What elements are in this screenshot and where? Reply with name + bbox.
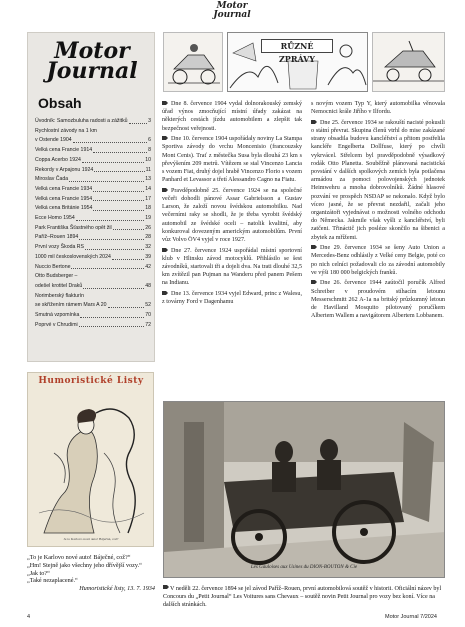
news-paragraph-text: Dne 10. července 1904 uspořádaly noviny La Stampa Sportiva závody do vrchu Moncenisio (francouzsky Mont Cenis). Trať z městečka Susa byla dlouhá 23 km s převýšením 209 metrů. Vítězem se stal Vincenzo Lancia s vozem Fiat, druhý dojel hrabě Vincenzo Florio s vozem Panhard et Levassor a třetí Alessandro Cagno na Fiatu. bbox=[162, 136, 302, 184]
toc-item-page: 42 bbox=[145, 263, 151, 270]
toc-item-page: 10 bbox=[145, 156, 151, 163]
bullet-icon bbox=[162, 247, 169, 253]
toc-leader bbox=[82, 156, 144, 163]
page-number: 4 bbox=[27, 614, 31, 620]
table-of-contents bbox=[27, 32, 155, 362]
toc-item-title: Otto Budsberger – bbox=[35, 273, 78, 280]
toc-item bbox=[35, 224, 151, 234]
toc-logo bbox=[34, 38, 150, 84]
toc-item bbox=[35, 166, 151, 176]
news-paragraph-text: Dne 26. července 1944 zaútočil poručík Alfred Schreiber v proudovém stíhacím letounu Messerschmitt 262 A-1a na britský průzkumný letoun de Havilland Mosquito pilotovaný poručíkem Albertem Wallem a navigátorem Albertem Lobbanem. bbox=[311, 280, 445, 320]
toc-leader bbox=[69, 175, 144, 182]
toc-item-page: 6 bbox=[148, 137, 151, 144]
quote-line: „Hm! Stejně jako všechny jeho dřívější vozy.“ bbox=[27, 561, 142, 569]
toc-item bbox=[35, 272, 151, 282]
news-paragraph-text: Dne 13. července 1934 vyjel Edward, princ z Walesu, z továrny Ford v Dagenhamu bbox=[162, 291, 302, 306]
sketch-image-left bbox=[163, 32, 223, 92]
vintage-car-photo bbox=[164, 402, 445, 578]
toc-leader bbox=[73, 136, 147, 143]
toc-item-title: První vozy Škoda RS bbox=[35, 244, 85, 251]
toc-leader bbox=[94, 166, 144, 173]
toc-item-title: se skřížením rámem Mars A 20 bbox=[35, 302, 107, 309]
news-paragraph-text: Dne 25. července 1934 se rakouští nacisté pokusili o státní převrat. Skupina členů vtrhl do mise zakázané strany obsadila budovu kancléřství a přitom postřelila kancléře Engelberta Dollfuse, který po chvíli vykrvácel. Střelcem byl pravděpodobně výsadkový rodák Otto Planetta. Souběžně plánovaná nacistická povstání v dalších spolkových zemích byla potlačena armádou za pomoci polovojenských jednotek Heimwehru a mnoha dobrovolníků. Žádné hlasové pozvání ve prospěch NSDAP se nekonalo. Když bylo víceo jasné, že se převrat nezdařil, začali jeho organizátoři vyjednávat o možnosti volného odchodu do Německa. Jakmile však vyšli z kancléřství, byli zatčeni. Třináctič jich posléze skončilo na šibenici a zbytek za mřížemi. bbox=[311, 119, 445, 241]
toc-item bbox=[35, 146, 151, 156]
toc-item bbox=[35, 204, 151, 214]
toc-leader bbox=[112, 253, 144, 260]
toc-item-page: 11 bbox=[145, 166, 151, 173]
header-logo bbox=[202, 2, 262, 22]
news-column-middle bbox=[162, 100, 302, 309]
quote-line: „Také nezaplacené.“ bbox=[27, 577, 78, 585]
toc-leader bbox=[80, 311, 144, 318]
historic-photo bbox=[163, 401, 445, 578]
toc-item-page: 48 bbox=[145, 282, 151, 289]
humor-cartoon bbox=[27, 372, 154, 547]
toc-leader bbox=[83, 282, 144, 289]
toc-item bbox=[35, 185, 151, 195]
photo-caption bbox=[163, 584, 445, 609]
toc-item-title: Nuccio Bertone bbox=[35, 263, 71, 270]
toc-item bbox=[35, 156, 151, 166]
toc-item-title: Ecce Homo 1954 bbox=[35, 215, 75, 222]
cartoon-illustration bbox=[34, 393, 148, 543]
toc-item bbox=[35, 321, 151, 331]
toc-leader bbox=[93, 146, 147, 153]
toc-leader bbox=[93, 204, 144, 211]
toc-item-title: Smutná vzpomínka bbox=[35, 312, 80, 319]
photo-plate-caption: Les Gauloises aux Usines du DION-BOUTON & Cie bbox=[250, 565, 358, 570]
toc-logo-line1: Motor bbox=[54, 38, 130, 64]
news-paragraph bbox=[162, 187, 302, 244]
toc-item-title: Miroslav Čada bbox=[35, 176, 69, 183]
toc-item-page: 13 bbox=[145, 176, 151, 183]
toc-item-page: 72 bbox=[145, 321, 151, 328]
news-paragraph-text: Pravděpodobně 25. července 1924 se na společné večeři dohodli pánové Assar Gabrielsson a Gustav Larson, že založí novou švédskou automobilku. Nad večerními raky se shodli, že je třeba vyrobit švédský automobil ze švédské oceli – natolik kvalitní, aby konkuroval dovezeným americkým automobilům. První vůz Volvo ÖV4 vyjel v roce 1927. bbox=[162, 187, 302, 244]
bullet-icon bbox=[162, 135, 169, 141]
bullet-icon bbox=[311, 279, 318, 285]
bullet-icon bbox=[162, 100, 169, 106]
engraving-illustration bbox=[164, 33, 223, 92]
sketch-image-right bbox=[372, 32, 445, 92]
humor-masthead: Humoristické Listy bbox=[38, 376, 144, 386]
toc-item bbox=[35, 311, 151, 321]
toc-item-page: 19 bbox=[145, 215, 151, 222]
bullet-icon bbox=[311, 244, 318, 250]
toc-leader bbox=[93, 195, 144, 202]
toc-item-title: Úvodník: Samozbuluha radosti a zážitků bbox=[35, 118, 128, 124]
toc-item bbox=[35, 292, 151, 302]
toc-item-page: 32 bbox=[145, 244, 151, 251]
toc-item-title: Coppa Acerbo 1924 bbox=[35, 156, 81, 163]
toc-title: Obsah bbox=[38, 95, 82, 111]
toc-item-page: 8 bbox=[148, 147, 151, 154]
news-paragraph bbox=[311, 119, 445, 242]
toc-leader bbox=[71, 263, 144, 270]
news-paragraph bbox=[311, 244, 445, 277]
toc-item bbox=[35, 127, 151, 137]
toc-leader bbox=[129, 117, 148, 124]
quote-line: „To je Karlovo nové auto! Báječné, což?“ bbox=[27, 554, 131, 561]
toc-item bbox=[35, 253, 151, 263]
news-column-right bbox=[311, 100, 445, 323]
toc-item bbox=[35, 243, 151, 253]
ruzne-zpravy-banner: RŮZNÉ ZPRÁVY bbox=[261, 39, 333, 53]
news-paragraph-text: Dne 8. července 1904 vydal dolnorakouský zemský úřad výnos zmocňující místní úřady zakázat na některých cestách jízdu automobilem a zlepšit tak bezpečnost veřejnosti. bbox=[162, 101, 302, 132]
toc-item-title: Poprvé v Chrudimi bbox=[35, 321, 78, 328]
news-paragraph bbox=[162, 135, 302, 184]
toc-list bbox=[35, 117, 151, 330]
toc-item-page: 26 bbox=[145, 224, 151, 231]
toc-item-title: Park Františka Šťastného opět žil bbox=[35, 224, 112, 231]
toc-item-title: 1000 mil československých 2024 bbox=[35, 253, 111, 260]
toc-item-title: Norimberský flakturín bbox=[35, 292, 85, 299]
toc-item-page: 39 bbox=[145, 253, 151, 260]
toc-leader bbox=[85, 243, 144, 250]
bullet-icon bbox=[311, 119, 318, 125]
toc-item-title: Velká cena Francie 1954 bbox=[35, 195, 93, 202]
news-paragraph-text: s novým vozem Typ Y, který automobilka věnovala Nemocnici krále Jiřího v Ilfordu. bbox=[311, 101, 445, 116]
header-logo-line1: Motor bbox=[216, 1, 248, 11]
toc-leader bbox=[79, 233, 144, 240]
quote-line: „Jak to?“ bbox=[27, 569, 50, 577]
toc-item-title: Rychlostní závody na 1 km bbox=[35, 127, 97, 134]
toc-item-page: 18 bbox=[145, 205, 151, 212]
engraving-illustration-2 bbox=[373, 33, 445, 92]
toc-item-page: 3 bbox=[148, 118, 151, 124]
toc-item bbox=[35, 301, 151, 311]
toc-logo-line2: Journal bbox=[46, 58, 138, 84]
news-paragraph bbox=[311, 279, 445, 320]
toc-item bbox=[35, 282, 151, 292]
news-paragraph-text: Dne 29. července 1934 se šeny Auto Union a Mercedes-Benz odhlásily z Velké ceny Belgie, poté co po nich celníci požadovali clo za závodní automobily ve výši 180 000 belgických franků. bbox=[311, 245, 445, 276]
ruzne-zpravy-header bbox=[227, 32, 368, 92]
bullet-icon bbox=[162, 187, 169, 193]
issue-label: Motor Journal 7/2024 bbox=[385, 614, 437, 620]
toc-item-title: Velká cena Francie 1914 bbox=[35, 147, 93, 154]
news-paragraph bbox=[162, 100, 302, 133]
toc-item-title: Velká cena Británie 1954 bbox=[35, 205, 93, 212]
toc-item-page: 14 bbox=[145, 185, 151, 192]
toc-leader bbox=[76, 214, 144, 221]
header-logo-line2: Journal bbox=[213, 10, 251, 20]
cartoon-caption: Je to Karlovo nové auto! Báječné, což? bbox=[63, 537, 119, 541]
bullet-icon bbox=[162, 290, 169, 296]
toc-item bbox=[35, 136, 151, 146]
bullet-icon bbox=[163, 586, 170, 592]
news-paragraph-text: Dne 27. července 1924 uspořádal místní sportovní klub v Hlinsku závod motocyklů. Přihlásilo se šest závodníků, startovali tři a dojeli dva. Na trati dlouhé 32,5 km zvítězil pan Pujman na Wanderu před panem Pešem na Indianu. bbox=[162, 247, 302, 287]
toc-item-page: 70 bbox=[145, 312, 151, 319]
toc-item-title: Paříž–Rouen 1894 bbox=[35, 234, 79, 241]
news-paragraph bbox=[162, 290, 302, 306]
toc-item-title: v Ostende 1904 bbox=[35, 137, 72, 144]
toc-leader bbox=[108, 301, 145, 308]
toc-item-title: Rekordy v Arpajonu 1924 bbox=[35, 166, 94, 173]
toc-item bbox=[35, 214, 151, 224]
toc-item bbox=[35, 117, 151, 127]
toc-item-title: odešel krotitel Draků bbox=[35, 282, 83, 289]
toc-leader bbox=[113, 224, 145, 231]
toc-item bbox=[35, 195, 151, 205]
photo-caption-text: V neděli 22. července 1894 se jel závod Paříž–Rouen, první automobilová soutěž v historii. Oficiální název byl Concours du „Petit Journal“ Les Voitures sans Chevaux – soutěž novin Petit Journal pro vozy bez koní. Více na dalších stránkách. bbox=[163, 586, 442, 608]
cartoon-quote bbox=[27, 554, 155, 593]
toc-leader bbox=[93, 185, 144, 192]
toc-item-page: 52 bbox=[145, 302, 151, 309]
toc-item bbox=[35, 175, 151, 185]
quote-source: Humoristické listy, 13. 7. 1934 bbox=[79, 585, 155, 593]
toc-item bbox=[35, 263, 151, 273]
toc-item bbox=[35, 233, 151, 243]
toc-item-title: Velká cena Francie 1934 bbox=[35, 185, 93, 192]
toc-item-page: 28 bbox=[145, 234, 151, 241]
news-paragraph bbox=[162, 247, 302, 288]
news-paragraph bbox=[311, 100, 445, 116]
toc-item-page: 17 bbox=[145, 195, 151, 202]
toc-leader bbox=[79, 321, 145, 328]
